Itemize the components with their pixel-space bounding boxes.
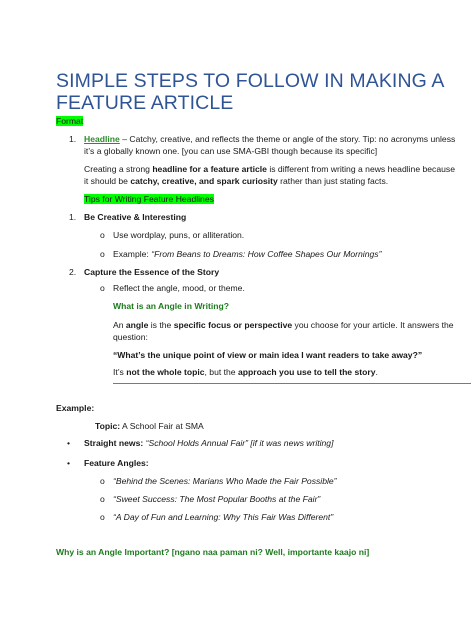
para-bold: angle: [125, 320, 149, 330]
angle-para-2: [113, 367, 378, 378]
topic-value: A School Fair at SMA: [120, 421, 204, 431]
feature-bullet-marker: •: [67, 458, 71, 468]
tip-2-number: 2.: [69, 267, 77, 277]
para-text: rather than just stating facts.: [277, 176, 389, 186]
example-quote: “From Beans to Dreams: How Coffee Shapes Our Mornings”: [151, 249, 382, 259]
why-angle-heading: Why is an Angle Important? [ngano naa paman ni? Well, importante kaajo ni]: [56, 547, 370, 557]
para-bold: catchy, creative, and spark curiosity: [130, 176, 278, 186]
example-prefix: Example:: [113, 249, 152, 259]
format-highlight: Format: [56, 116, 84, 126]
angle-heading: What is an Angle in Writing?: [113, 301, 230, 311]
para-text: It’s: [113, 367, 127, 377]
tip-1-bullet-2: [113, 249, 381, 260]
tip-1-number: 1.: [69, 212, 77, 222]
para-text: .: [375, 367, 378, 377]
straight-note: [if it was news writing]: [247, 438, 334, 448]
para-text: it should be: [84, 176, 131, 186]
feature-angle-3: “A Day of Fun and Learning: Why This Fair Was Different”: [113, 512, 334, 522]
angle-question: “What’s the unique point of view or main idea I want readers to take away?”: [113, 350, 423, 360]
tips-highlight: Tips for Writing Feature Headlines: [84, 194, 214, 204]
angle-3-marker: o: [100, 512, 105, 522]
para-text: you choose for your article. It answers the: [292, 320, 454, 330]
para-bold: headline for a feature article: [152, 164, 267, 174]
tip-1-bullet-1: Use wordplay, puns, or alliteration.: [113, 230, 245, 240]
feature-angles-label: Feature Angles:: [84, 458, 149, 468]
angle-para-line-1: [113, 320, 454, 331]
horizontal-rule: [113, 383, 471, 384]
tip-2-heading: Capture the Essence of the Story: [84, 267, 220, 277]
feature-angle-2: “Sweet Success: The Most Popular Booths at the Fair”: [113, 494, 321, 504]
headline-description-a: – Catchy, creative, and reflects the theme or angle of the story. Tip: no acronyms unless: [119, 134, 456, 144]
straight-label: Straight news:: [84, 438, 144, 448]
headline-para-line-2: [84, 176, 388, 187]
para-text: is different from writing a news headline because: [266, 164, 455, 174]
para-text: , but the: [204, 367, 238, 377]
para-bold: not the whole topic: [126, 367, 205, 377]
straight-quote: “School Holds Annual Fair”: [143, 438, 248, 448]
tips-label: [84, 194, 214, 205]
para-bold: approach you use to tell the story: [237, 367, 376, 377]
feature-angle-1: “Behind the Scenes: Marians Who Made the Fair Possible”: [113, 476, 337, 486]
headline-para-line-1: [84, 164, 455, 175]
item-1-number: 1.: [69, 134, 77, 144]
tip-1-bullet-2-marker: o: [100, 249, 105, 259]
tip-1-bullet-1-marker: o: [100, 230, 105, 240]
angle-para-line-2: question:: [113, 332, 148, 342]
headline-term: Headline: [84, 134, 120, 144]
para-text: is the: [148, 320, 174, 330]
headline-line-1: [84, 134, 455, 145]
format-label: [56, 116, 83, 127]
tip-2-bullet: Reflect the angle, mood, or theme.: [113, 283, 245, 293]
para-text: Creating a strong: [84, 164, 153, 174]
document-title-line-2: FEATURE ARTICLE: [56, 92, 234, 114]
para-text: An: [113, 320, 126, 330]
document-title-line-1: SIMPLE STEPS TO FOLLOW IN MAKING A: [56, 70, 445, 92]
straight-news-line: [84, 438, 333, 449]
para-bold: specific focus or perspective: [173, 320, 293, 330]
angle-1-marker: o: [100, 476, 105, 486]
example-label: Example:: [56, 403, 95, 413]
headline-line-2: it’s a globally known one. [you can use SMA-GBI though because its specific]: [84, 146, 378, 156]
topic-line: [95, 421, 204, 432]
topic-label: Topic:: [95, 421, 121, 431]
tip-1-heading: Be Creative & Interesting: [84, 212, 187, 222]
tip-2-bullet-marker: o: [100, 283, 105, 293]
straight-bullet-marker: •: [67, 438, 71, 448]
angle-2-marker: o: [100, 494, 105, 504]
